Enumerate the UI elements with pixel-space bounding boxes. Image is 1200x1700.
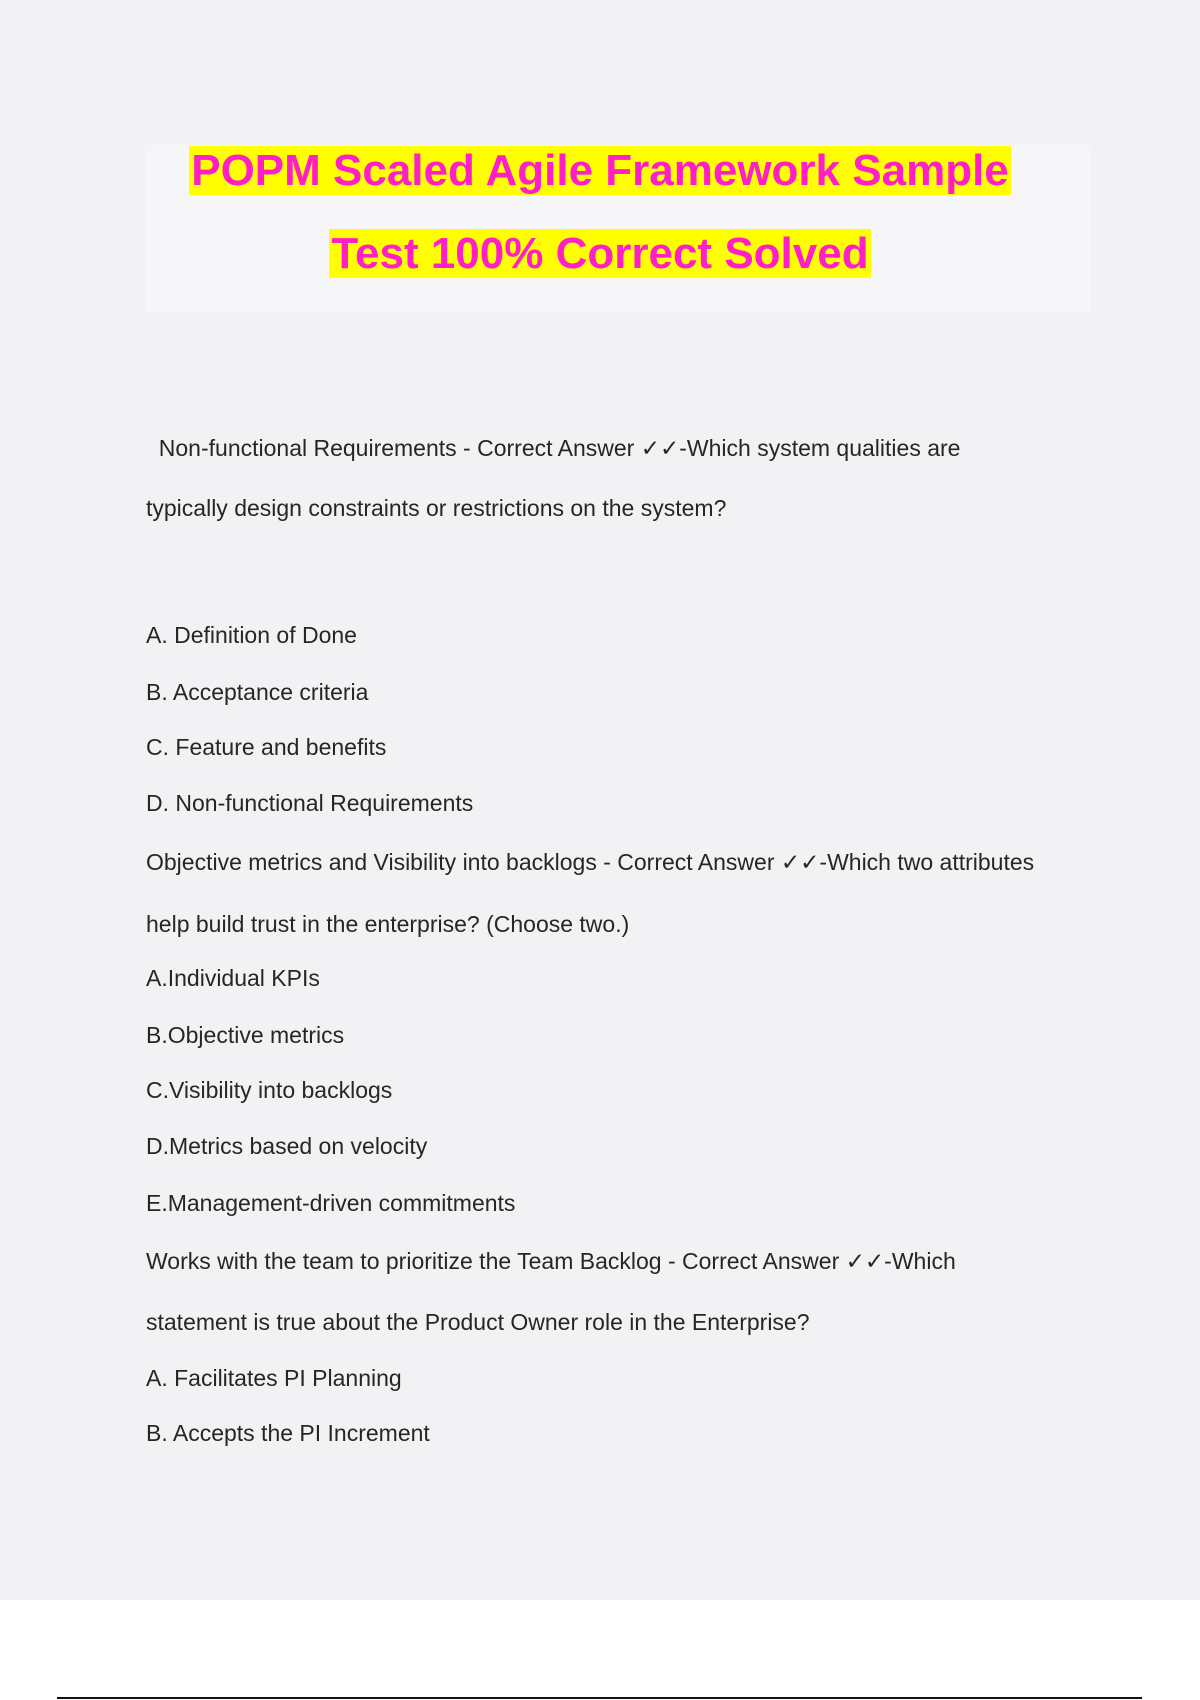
document-title-line-2 bbox=[0, 228, 1200, 280]
question-2-option-c: C.Visibility into backlogs bbox=[146, 1077, 393, 1103]
question-1-option-b: B. Acceptance criteria bbox=[146, 679, 369, 705]
title-highlight-1: POPM Scaled Agile Framework Sample bbox=[191, 146, 1009, 195]
question-1-line-2: typically design constraints or restrictions on the system? bbox=[146, 495, 727, 521]
footer-divider bbox=[57, 1697, 1142, 1699]
question-1-option-a: A. Definition of Done bbox=[146, 622, 357, 648]
question-3-option-a: A. Facilitates PI Planning bbox=[146, 1365, 402, 1391]
question-2-line-1: Objective metrics and Visibility into backlogs - Correct Answer ✓✓-Which two attributes bbox=[146, 849, 1035, 875]
question-2-option-e: E.Management-driven commitments bbox=[146, 1190, 516, 1216]
question-1-line-1: Non-functional Requirements - Correct Answer ✓✓-Which system qualities are bbox=[146, 435, 961, 461]
question-1-option-c: C. Feature and benefits bbox=[146, 734, 387, 760]
question-3-line-1: Works with the team to prioritize the Team Backlog - Correct Answer ✓✓-Which bbox=[146, 1248, 956, 1274]
question-2-line-2: help build trust in the enterprise? (Choose two.) bbox=[146, 911, 630, 937]
question-1-option-d: D. Non-functional Requirements bbox=[146, 790, 474, 816]
question-2-option-a: A.Individual KPIs bbox=[146, 965, 320, 991]
question-2-option-b: B.Objective metrics bbox=[146, 1022, 345, 1048]
title-highlight-2: Test 100% Correct Solved bbox=[331, 229, 869, 278]
document-title-line-1 bbox=[0, 145, 1200, 197]
question-3-line-2: statement is true about the Product Owner role in the Enterprise? bbox=[146, 1309, 810, 1335]
question-3-option-b: B. Accepts the PI Increment bbox=[146, 1420, 430, 1446]
question-2-option-d: D.Metrics based on velocity bbox=[146, 1133, 428, 1159]
